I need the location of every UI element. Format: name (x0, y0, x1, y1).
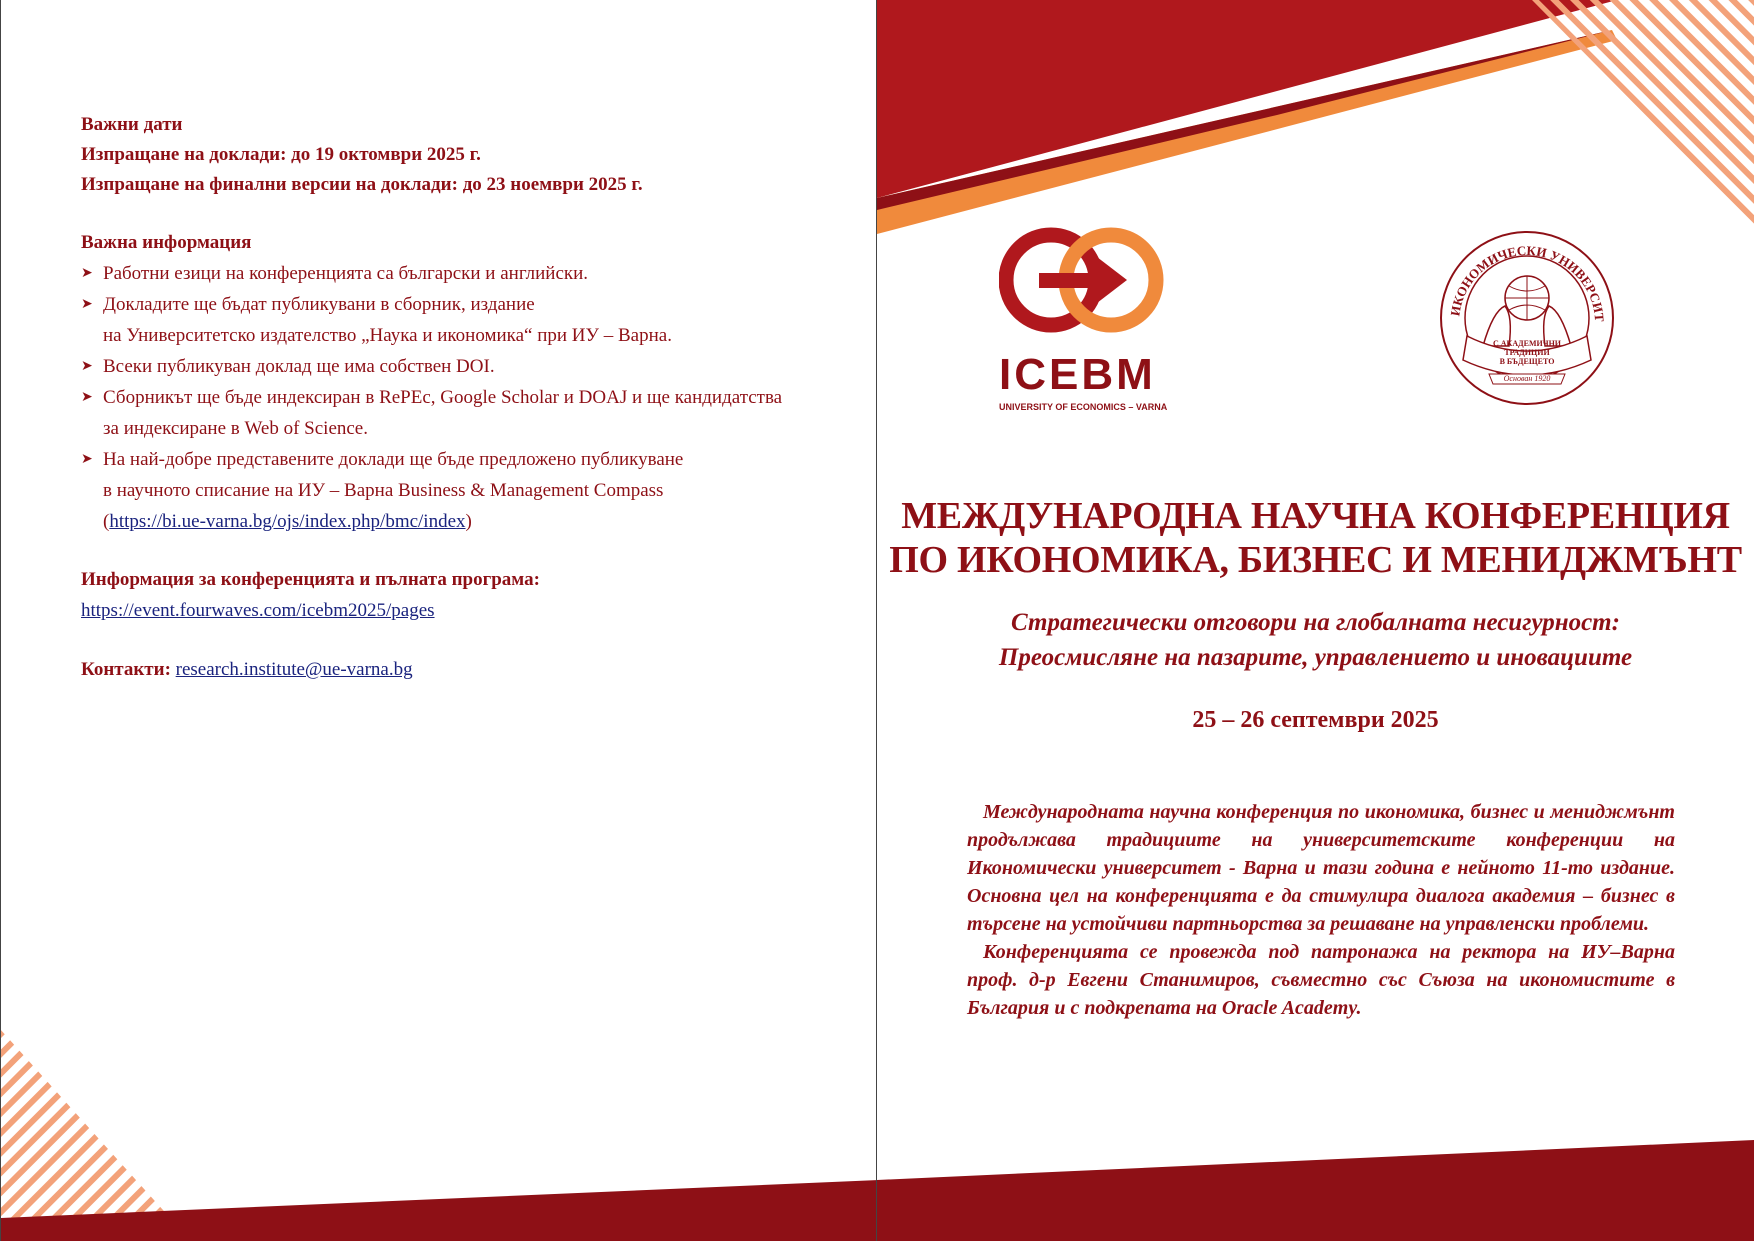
left-content (81, 110, 821, 685)
bullet-item-journal: ➤ На най-добре представените доклади ще бъде предложено публикуване в научното списание на ИУ – Варна Business & Management Compass (https://bi.ue-varna.bg/ojs/index.php/bmc/index) (81, 444, 821, 537)
bullet-item-proceedings: ➤ Докладите ще бъдат публикувани в сборник, издание на Университетско издателство „Наука и икономика“ при ИУ – Варна. (81, 289, 821, 351)
bullet-arrow-icon: ➤ (81, 359, 93, 374)
seal-ring-text: ИКОНОМИЧЕСКИ УНИВЕРСИТ (1447, 242, 1608, 323)
seal-founded: Основан 1920 (1503, 374, 1551, 383)
conference-description (967, 798, 1675, 1022)
bullet-item-languages: ➤ Работни езици на конференцията са български и английски. (81, 258, 821, 289)
description-paragraph-2: Конференцията се провежда под патронажа на ректора на ИУ–Варна проф. д-р Евгени Станимиров, съвместно със Съюза на икономистите в България и с подкрепата на Oracle Academy. (967, 941, 1675, 1019)
bullet-arrow-icon: ➤ (81, 452, 93, 467)
bullet-arrow-icon: ➤ (81, 297, 93, 312)
seal-ribbon-line3: В БЪДЕЩЕТО (1499, 357, 1555, 366)
bottom-band-right (877, 1140, 1754, 1241)
bullet-arrow-icon: ➤ (81, 390, 93, 405)
top-red-band (877, 0, 1617, 198)
seal-ribbon-line2: ТРАДИЦИИ (1504, 348, 1550, 357)
conference-dates: 25 – 26 септември 2025 (1192, 707, 1439, 733)
contacts-label: Контакти: (81, 659, 171, 680)
final-version-date: Изпращане на финални версии на доклади: до 23 ноември 2025 г. (81, 174, 643, 195)
university-seal (1437, 228, 1617, 408)
icebm-logo-icon (999, 225, 1169, 340)
corner-stripes-right (1532, 0, 1754, 225)
bullet-item-doi: ➤ Всеки публикуван доклад ще има собствен DOI. (81, 351, 821, 382)
conference-title-line2: ПО ИКОНОМИКА, БИЗНЕС И МЕНИДЖМЪНТ (889, 539, 1742, 581)
journal-link[interactable]: https://bi.ue-varna.bg/ojs/index.php/bmc/index (109, 511, 466, 532)
important-info-heading: Важна информация (81, 232, 252, 253)
corner-stripes-left (1, 1030, 191, 1241)
program-heading: Информация за конференцията и пълната програма: (81, 569, 540, 590)
bottom-band-left (1, 1180, 877, 1241)
bullet-item-indexing: ➤ Сборникът ще бъде индексиран в RePEc, Google Scholar и DOAJ и ще кандидатства за индексиране в Web of Science. (81, 382, 821, 444)
right-panel (877, 0, 1754, 1241)
submission-date: Изпращане на доклади: до 19 октомври 2025 г. (81, 144, 481, 165)
seal-ribbon-line1: С АКАДЕМИЧНИ (1492, 339, 1562, 348)
description-paragraph-1: Международната научна конференция по икономика, бизнес и мениджмънт продължава традициите на университетските конференции на Икономически университет - Варна и тази година е нейното 11-то издание. Основна цел на конференцията е да стимулира диалога академия – бизнес в търсене на устойчиви партньорства за решаване на управленски проблеми. (967, 801, 1675, 935)
conference-subtitle-line2: Преосмисляне на пазарите, управлението и иновациите (998, 644, 1633, 671)
important-dates-heading: Важни дати (81, 114, 183, 135)
icebm-logo-text: ICEBM (999, 350, 1156, 399)
contacts-line (81, 654, 821, 685)
top-dark-band (877, 30, 1612, 210)
icebm-logo-subtext: UNIVERSITY OF ECONOMICS – VARNA (999, 402, 1168, 412)
top-orange-band (877, 30, 1617, 234)
bullet-arrow-icon: ➤ (81, 266, 93, 281)
conference-title-line1: МЕЖДУНАРОДНА НАУЧНА КОНФЕРЕНЦИЯ (901, 495, 1730, 537)
conference-subtitle-line1: Стратегически отговори на глобалната несигурност: (1011, 609, 1620, 636)
program-link[interactable]: https://event.fourwaves.com/icebm2025/pages (81, 600, 435, 621)
contacts-email-link[interactable]: research.institute@ue-varna.bg (175, 659, 413, 680)
